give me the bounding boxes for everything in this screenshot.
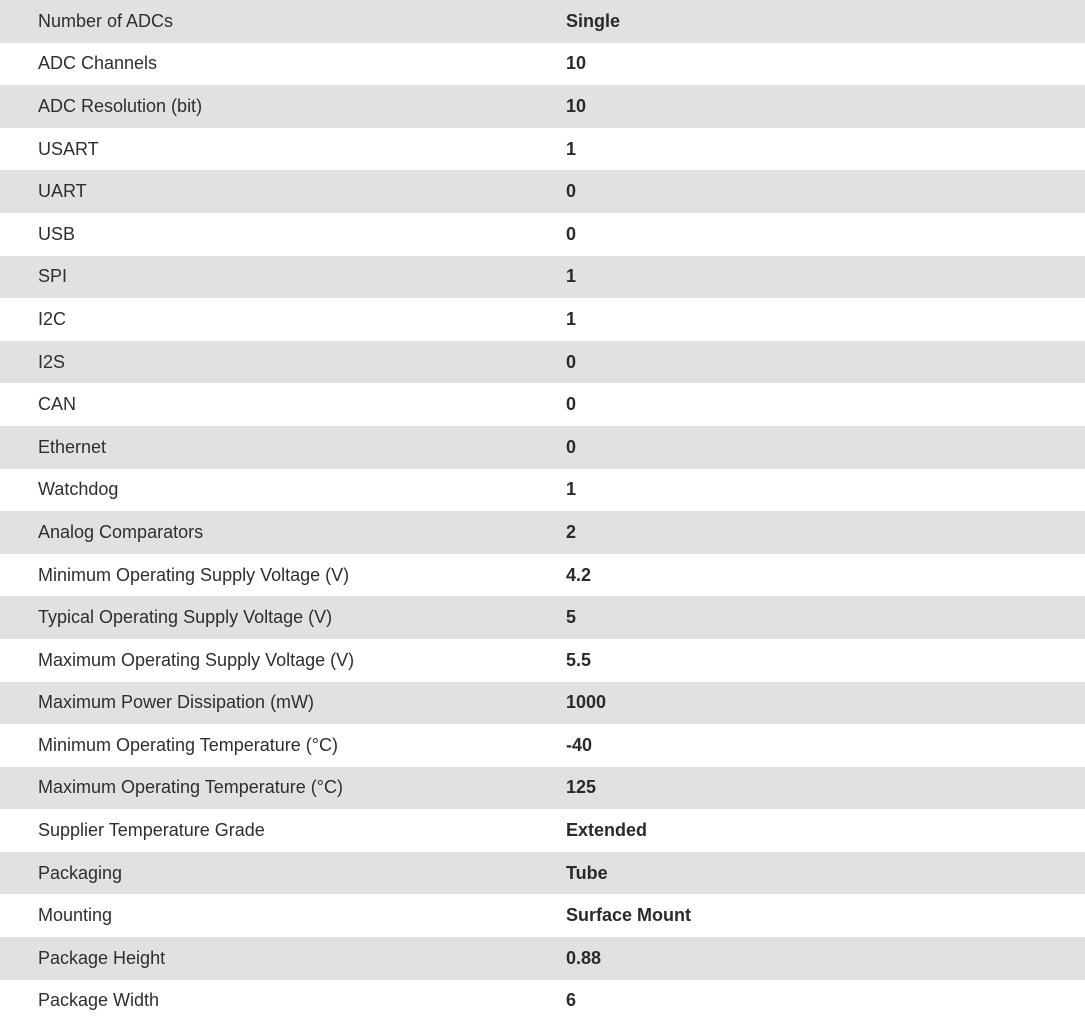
spec-value: 0 bbox=[566, 394, 577, 415]
spec-label: ADC Channels bbox=[38, 53, 158, 74]
spec-label: I2S bbox=[38, 351, 66, 372]
spec-label: CAN bbox=[38, 394, 77, 415]
spec-row bbox=[0, 43, 1085, 86]
spec-label: Minimum Operating Temperature (°C) bbox=[38, 734, 338, 755]
spec-value: 1000 bbox=[566, 692, 607, 713]
spec-row bbox=[0, 341, 1085, 384]
spec-label: I2C bbox=[38, 308, 67, 329]
spec-value: 0 bbox=[566, 436, 577, 457]
spec-value: 6 bbox=[566, 990, 577, 1011]
spec-value: -40 bbox=[566, 734, 593, 755]
spec-value: 2 bbox=[566, 521, 577, 542]
spec-value: 125 bbox=[566, 777, 597, 798]
spec-row bbox=[0, 128, 1085, 171]
spec-label: Package Height bbox=[38, 947, 166, 968]
spec-row bbox=[0, 256, 1085, 299]
spec-label: UART bbox=[38, 181, 87, 202]
spec-row bbox=[0, 213, 1085, 256]
spec-row bbox=[0, 554, 1085, 597]
spec-row bbox=[0, 0, 1085, 43]
spec-row bbox=[0, 767, 1085, 810]
spec-label: ADC Resolution (bit) bbox=[38, 95, 203, 116]
spec-label: Typical Operating Supply Voltage (V) bbox=[38, 607, 333, 628]
spec-value: Single bbox=[566, 10, 621, 31]
spec-value: 0 bbox=[566, 181, 577, 202]
spec-row bbox=[0, 85, 1085, 128]
spec-value: 1 bbox=[566, 308, 577, 329]
spec-label: USART bbox=[38, 138, 99, 159]
spec-label: Package Width bbox=[38, 990, 160, 1011]
spec-row bbox=[0, 852, 1085, 895]
spec-value: 4.2 bbox=[566, 564, 592, 585]
spec-label: Supplier Temperature Grade bbox=[38, 820, 265, 841]
spec-row bbox=[0, 383, 1085, 426]
spec-label: Maximum Operating Supply Voltage (V) bbox=[38, 649, 355, 670]
spec-label: Analog Comparators bbox=[38, 521, 204, 542]
spec-row bbox=[0, 170, 1085, 213]
spec-row bbox=[0, 596, 1085, 639]
spec-value: 10 bbox=[566, 53, 587, 74]
spec-row bbox=[0, 937, 1085, 980]
spec-value: Extended bbox=[566, 820, 648, 841]
spec-row bbox=[0, 426, 1085, 469]
spec-value: Tube bbox=[566, 862, 608, 883]
spec-row bbox=[0, 682, 1085, 725]
spec-value: 5 bbox=[566, 607, 577, 628]
spec-row bbox=[0, 639, 1085, 682]
spec-label: Watchdog bbox=[38, 479, 119, 500]
spec-value: 5.5 bbox=[566, 649, 592, 670]
spec-label: Number of ADCs bbox=[38, 10, 174, 31]
spec-row bbox=[0, 469, 1085, 512]
spec-value: 0 bbox=[566, 223, 577, 244]
spec-label: SPI bbox=[38, 266, 68, 287]
spec-value: Surface Mount bbox=[566, 905, 692, 926]
spec-label: Packaging bbox=[38, 862, 123, 883]
spec-row bbox=[0, 511, 1085, 554]
spec-label: Maximum Operating Temperature (°C) bbox=[38, 777, 343, 798]
spec-label: USB bbox=[38, 223, 76, 244]
spec-value: 1 bbox=[566, 479, 577, 500]
spec-value: 1 bbox=[566, 138, 577, 159]
spec-row bbox=[0, 809, 1085, 852]
spec-label: Mounting bbox=[38, 905, 113, 926]
spec-value: 0.88 bbox=[566, 947, 602, 968]
spec-value: 0 bbox=[566, 351, 577, 372]
spec-row bbox=[0, 724, 1085, 767]
spec-label: Minimum Operating Supply Voltage (V) bbox=[38, 564, 350, 585]
spec-value: 1 bbox=[566, 266, 577, 287]
spec-row bbox=[0, 894, 1085, 937]
spec-row bbox=[0, 298, 1085, 341]
spec-label: Ethernet bbox=[38, 436, 107, 457]
spec-label: Maximum Power Dissipation (mW) bbox=[38, 692, 315, 713]
spec-value: 10 bbox=[566, 95, 587, 116]
